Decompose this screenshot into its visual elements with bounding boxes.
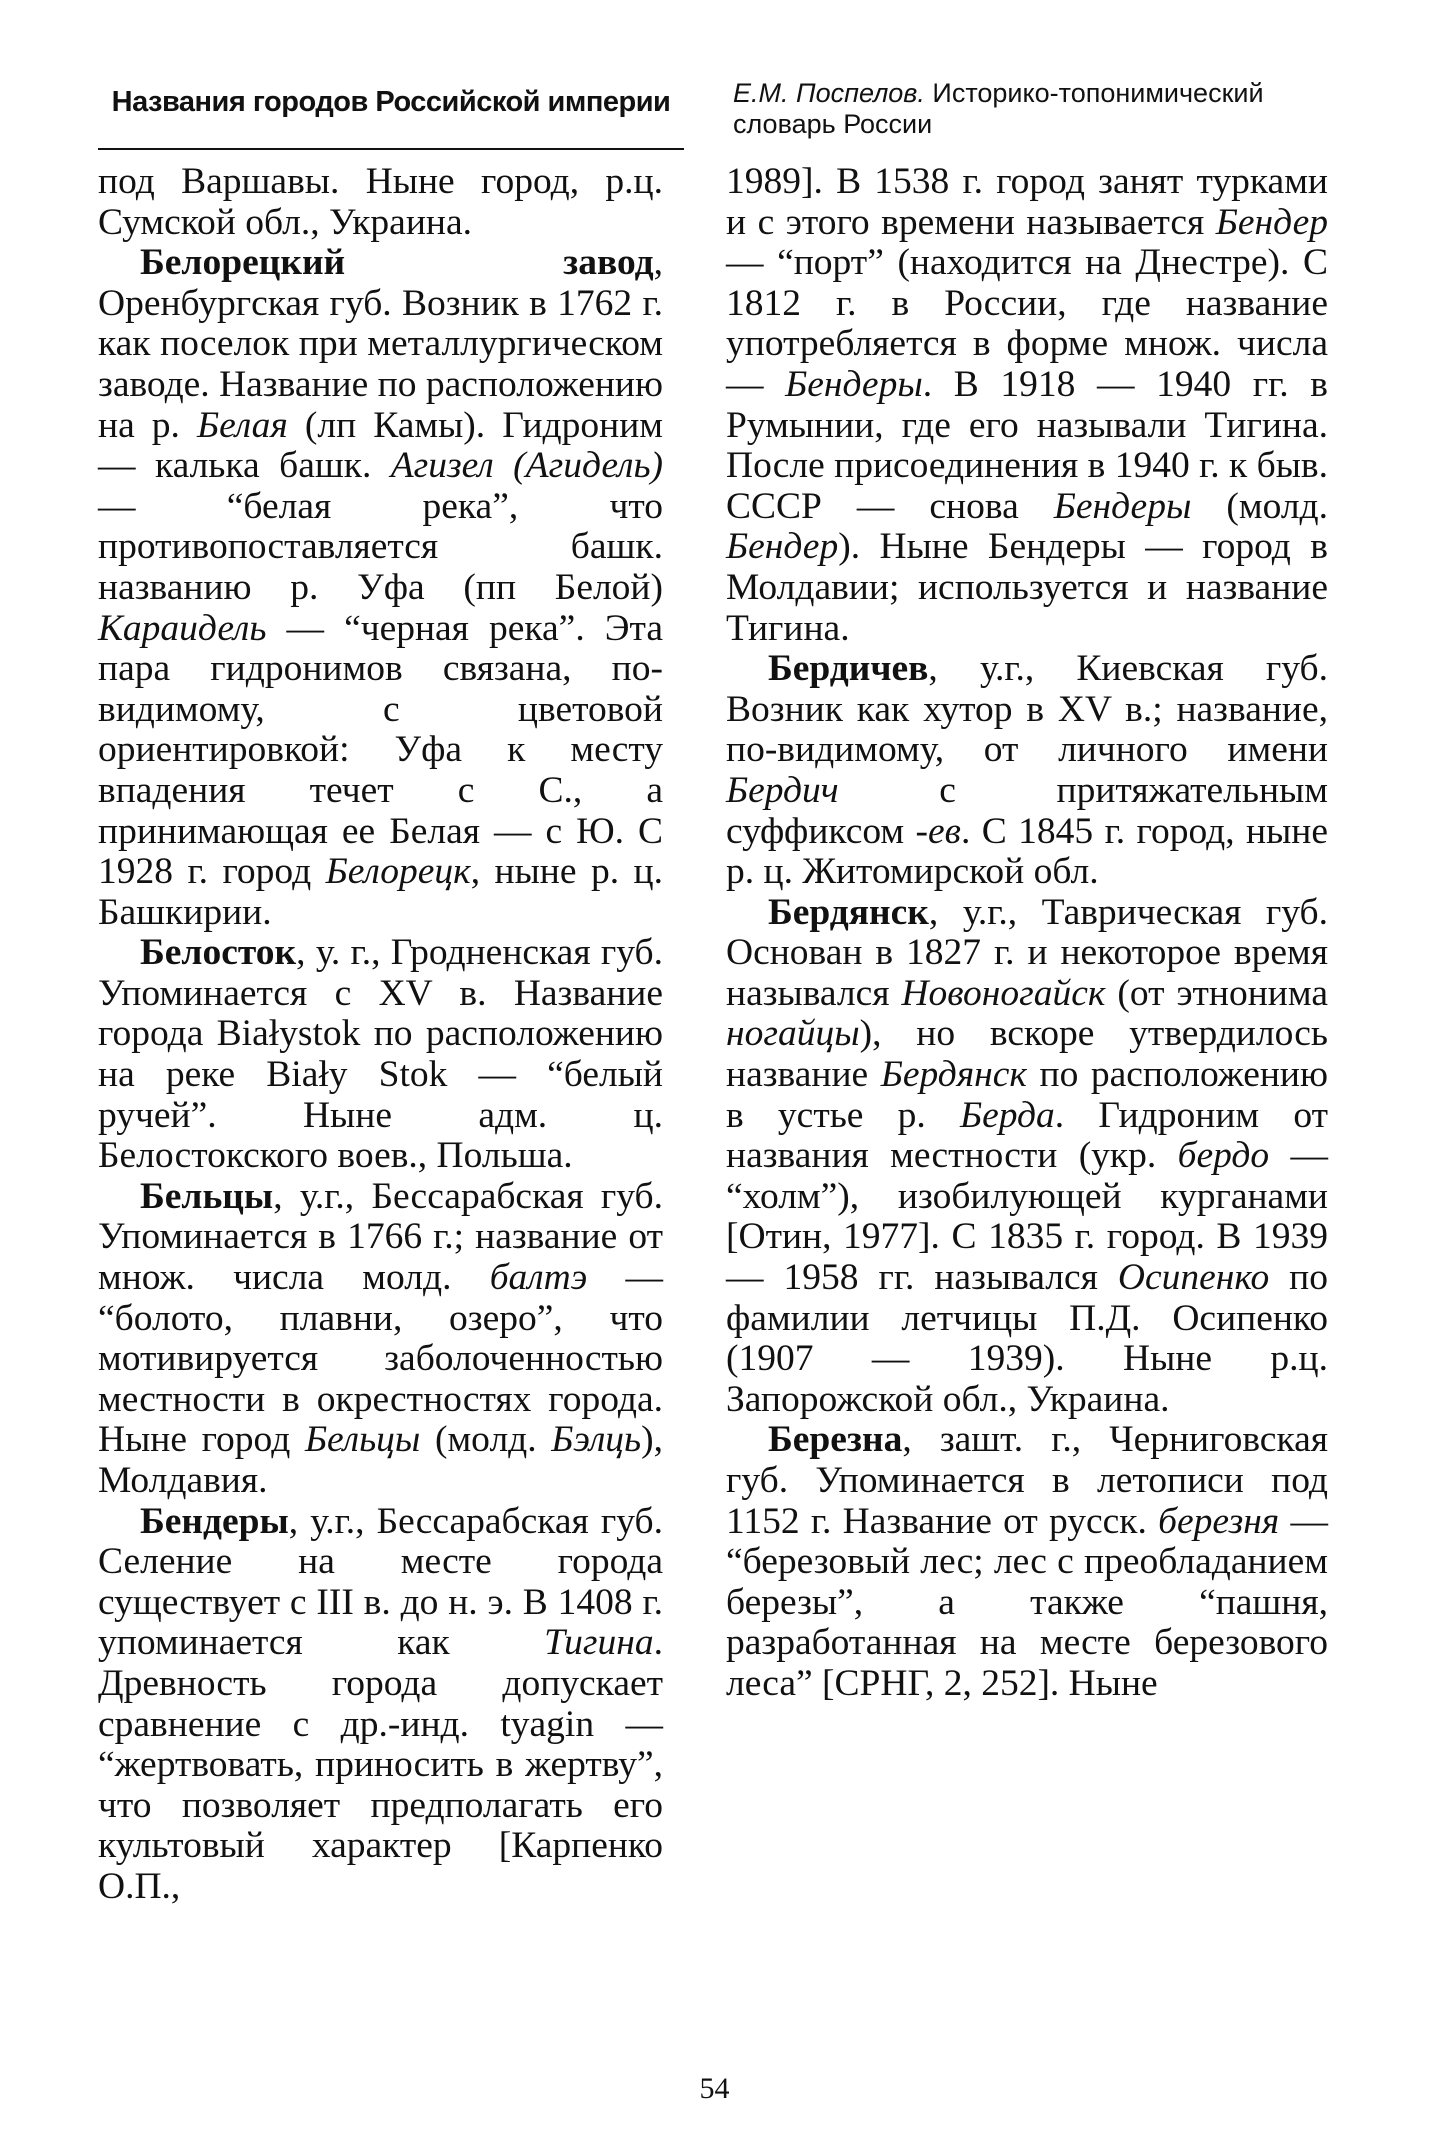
entry-beltsy: Бельцы, у.г., Бессарабская губ. Упоминается в 1766 г.; название от множ. числа молд. балтэ — “болото, плавни, озеро”, что мотивируется заболоченностью местности в окрестностях города. Ныне город Бельцы (молд. Бэлць), Молдавия. — [98, 1175, 663, 1501]
entry-continuation: под Варшавы. Ныне город, р.ц. Сумской обл., Украина. — [98, 161, 663, 243]
entry-bendery: Бендеры, у.г., Бессарабская губ. Селение на месте города существует с III в. до н. э. В 1408 г. упоминается как Тигина. Древность города допускает сравнение с др.-инд. tyagin — “жертвовать, приносить в жертву”, что позволяет предполагать его культовый характер [Карпенко О.П., — [98, 1500, 663, 1907]
book-author: Е.М. Поспелов. — [733, 78, 925, 108]
entry-headword: Бердянск — [768, 891, 929, 933]
entry-beloretsky-zavod: Белорецкий завод, Оренбургская губ. Возник в 1762 г. как поселок при металлургическом заводе. Название по расположению на р. Белая (лп Камы). Гидроним — калька башк. Агизел (Агидель) — “белая река”, что противопоставляется башк. названию р. Уфа (пп Белой) Караидель — “черная река”. Эта пара гидронимов связана, по-видимому, с цветовой ориентировкой: Уфа к месту впадения течет с С., а принимающая ее Белая — с Ю. С 1928 г. город Белорецк, ныне р. ц. Башкирии. — [98, 242, 664, 933]
entry-headword: Бердичев — [768, 648, 929, 690]
entry-belostok: Белосток, у. г., Гродненская губ. Упоминается с XV в. Название города Białystok по расположению на реке Biały Stok — “белый ручей”. Ныне адм. ц. Белостокского воев., Польша. — [98, 932, 663, 1177]
entry-headword: Белорецкий завод — [140, 242, 654, 284]
text-column-left — [98, 162, 663, 1908]
entry-headword: Бельцы — [140, 1175, 274, 1217]
text-column-right — [726, 162, 1328, 1705]
entry-continuation: 1989]. В 1538 г. город занят турками и с этого времени называется Бендер — “порт” (находится на Днестре). С 1812 г. в России, где название употребляется в форме множ. числа — Бендеры. В 1918 — 1940 гг. в Румынии, где его называли Тигина. После присоединения в 1940 г. к быв. СССР — снова Бендеры (молд. Бендер). Ныне Бендеры — город в Молдавии; используется и название Тигина. — [726, 161, 1328, 649]
entry-berezna: Березна, зашт. г., Черниговская губ. Упоминается в летописи под 1152 г. Название от русск. березня — “березовый лес; лес с преобладанием березы”, а также “пашня, разработанная на месте березового леса” [СРНГ, 2, 252]. Ныне — [726, 1419, 1329, 1704]
entry-berdyansk: Бердянск, у.г., Таврическая губ. Основан в 1827 г. и некоторое время назывался Новоногайск (от этнонима ногайцы), но вскоре утвердилось название Бердянск по расположению в устье р. Берда. Гидроним от названия местности (укр. бердо — “холм”), изобилующей курганами [Отин, 1977]. С 1835 г. город. В 1939 — 1958 гг. назывался Осипенко по фамилии летчицы П.Д. Осипенко (1907 — 1939). Ныне р.ц. Запорожской обл., Украина. — [726, 891, 1329, 1420]
running-head-right — [733, 78, 1333, 148]
page-number: 54 — [699, 2072, 730, 2105]
entry-headword: Бендеры — [140, 1500, 289, 1542]
section-title: Названия городов Российской империи — [111, 86, 671, 118]
entry-headword: Белосток — [140, 932, 297, 974]
entry-berdichev: Бердичев, у.г., Киевская губ. Возник как хутор в XV в.; название, по-видимому, от личного имени Бердич с притяжательным суффиксом -ев. С 1845 г. город, ныне р. ц. Житомирской обл. — [726, 648, 1328, 893]
running-head-left — [98, 78, 684, 150]
book-title: Историко-топонимический словарь России — [733, 78, 1264, 139]
entry-headword: Березна — [768, 1419, 903, 1461]
